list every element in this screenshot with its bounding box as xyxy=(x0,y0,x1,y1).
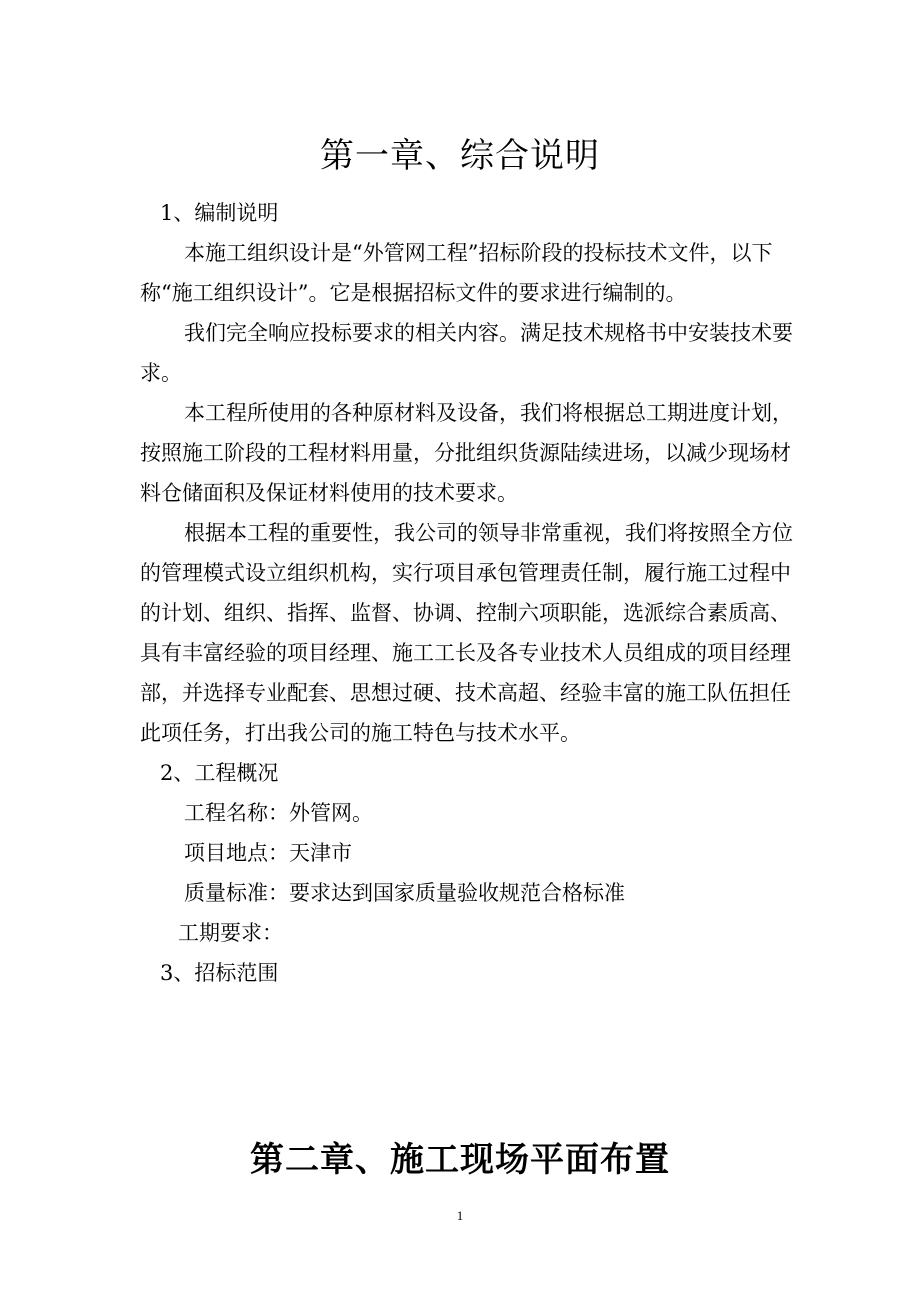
section-2-heading: 2、工程概况 xyxy=(160,761,279,785)
paragraph-line: 部，并选择专业配套、思想过硬、技术高超、经验丰富的施工队伍担任 xyxy=(140,681,791,705)
paragraph-line: 料仓储面积及保证材料使用的技术要求。 xyxy=(140,481,518,505)
quality-standard: 质量标准：要求达到国家质量验收规范合格标准 xyxy=(184,881,625,905)
section-3-heading: 3、招标范围 xyxy=(160,961,279,985)
chapter-2-title: 第二章、施工现场平面布置 xyxy=(250,1140,670,1180)
paragraph-line: 的管理模式设立组织机构，实行项目承包管理责任制，履行施工过程中 xyxy=(140,561,791,585)
schedule-requirement: 工期要求： xyxy=(178,921,283,945)
project-name: 工程名称：外管网。 xyxy=(184,801,373,825)
paragraph-line: 本施工组织设计是“外管网工程”招标阶段的投标技术文件，以下 xyxy=(184,241,773,265)
paragraph-line: 求。 xyxy=(140,361,182,385)
section-1-heading: 1、编制说明 xyxy=(160,201,279,225)
chapter-1-title: 第一章、综合说明 xyxy=(320,136,600,176)
paragraph-line: 我们完全响应投标要求的相关内容。满足技术规格书中安装技术要 xyxy=(184,321,793,345)
paragraph-line: 根据本工程的重要性，我公司的领导非常重视，我们将按照全方位 xyxy=(184,521,793,545)
paragraph-line: 具有丰富经验的项目经理、施工工长及各专业技术人员组成的项目经理 xyxy=(140,641,791,665)
project-location: 项目地点：天津市 xyxy=(184,841,352,865)
paragraph-line: 的计划、组织、指挥、监督、协调、控制六项职能，选派综合素质高、 xyxy=(140,601,791,625)
paragraph-line: 此项任务，打出我公司的施工特色与技术水平。 xyxy=(140,721,581,745)
page-number: 1 xyxy=(456,1208,464,1223)
paragraph-line: 按照施工阶段的工程材料用量，分批组织货源陆续进场，以减少现场材 xyxy=(140,441,791,465)
paragraph-line: 称“施工组织设计”。它是根据招标文件的要求进行编制的。 xyxy=(140,281,687,305)
paragraph-line: 本工程所使用的各种原材料及设备，我们将根据总工期进度计划， xyxy=(184,401,793,425)
